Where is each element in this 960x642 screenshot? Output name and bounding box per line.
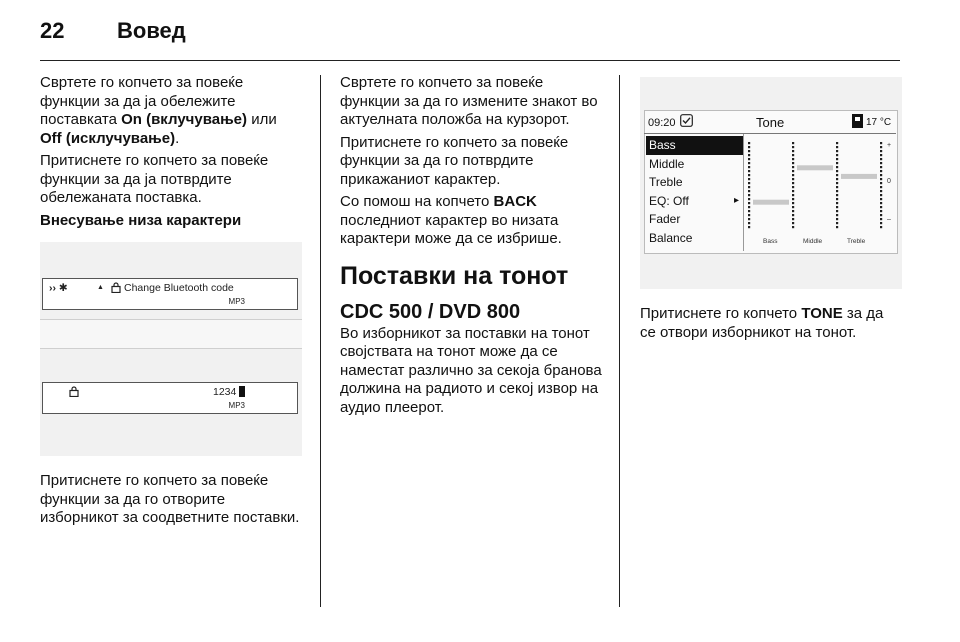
status-bar	[644, 111, 896, 133]
menu-item-fader[interactable]: Fader	[649, 212, 681, 226]
menu-item-bass[interactable]: Bass	[646, 136, 743, 155]
scale-dot	[836, 182, 838, 184]
scale-dot	[748, 142, 750, 144]
scale-dot	[836, 226, 838, 228]
scale-dot	[880, 182, 882, 184]
scale-dot	[748, 162, 750, 164]
scale-dot	[792, 222, 794, 224]
scale-dot	[880, 170, 882, 172]
subheading: Внесување низа карактери	[40, 211, 242, 229]
scale-plus: +	[887, 142, 892, 149]
menu-item-middle[interactable]: Middle	[649, 156, 685, 171]
scale-dot	[836, 222, 838, 224]
page-title: Вовед	[117, 18, 186, 43]
scale-dot	[836, 150, 838, 152]
menu-item-treble[interactable]: Treble	[649, 175, 683, 189]
lock-icon	[69, 386, 79, 400]
scale-dot	[748, 154, 750, 156]
scale-dot	[792, 214, 794, 216]
scale-dot	[880, 178, 882, 180]
column-divider-1	[320, 75, 321, 607]
paragraph: Притиснете го копчето за повеќе функции за да ја потврдите обележаната поставка.	[40, 152, 269, 206]
tone-title: Tone	[756, 115, 785, 130]
scale-dot	[748, 214, 750, 216]
scale-dot	[792, 186, 794, 188]
scale-dot	[880, 174, 882, 176]
scale-dot	[880, 210, 882, 212]
cursor-block-icon	[239, 386, 246, 400]
scale-dot	[748, 202, 750, 204]
scale-dot	[836, 214, 838, 216]
paragraph: Притиснете го копчето за повеќе функции за да го потврдите прикажаниот карактер.	[340, 133, 569, 188]
scale-dot	[748, 170, 750, 172]
scale-dot	[880, 150, 882, 152]
scale-dot	[880, 154, 882, 156]
scale-dot	[836, 190, 838, 192]
scale-dot	[792, 182, 794, 184]
scale-dot	[880, 166, 882, 168]
scale-dot	[792, 190, 794, 192]
scale-dot	[792, 226, 794, 228]
scale-dot	[792, 154, 794, 156]
bluetooth-code-panel	[42, 278, 298, 310]
tone-menu	[646, 136, 743, 247]
scale-dot	[748, 150, 750, 152]
section-title: Поставки на тонот	[340, 261, 569, 290]
scale-dot	[836, 174, 838, 176]
scale-dot	[748, 174, 750, 176]
check-icon	[680, 114, 693, 130]
scale-dot	[748, 178, 750, 180]
scale-dot	[836, 218, 838, 220]
scale-dot	[792, 194, 794, 196]
page-number: 22	[40, 18, 65, 43]
equalizer-graphic	[743, 136, 896, 236]
scale-minus: –	[887, 216, 891, 223]
scale-dot	[792, 210, 794, 212]
scale-dot	[880, 222, 882, 224]
change-code-label: Change Bluetooth code	[124, 282, 234, 294]
scale-dot	[748, 146, 750, 148]
column-3	[640, 305, 902, 346]
scale-dot	[880, 198, 882, 200]
code-entry-panel	[42, 382, 298, 414]
option-off: Off (исклучување)	[40, 129, 176, 147]
scale-dot	[880, 146, 882, 148]
lock-icon	[111, 282, 121, 296]
scale-dot	[836, 202, 838, 204]
column-1	[40, 74, 302, 234]
scale-dot	[836, 166, 838, 168]
scale-dot	[880, 158, 882, 160]
scale-dot	[836, 194, 838, 196]
level-bar-treble	[841, 174, 877, 179]
paragraph: Свртете го копчето за повеќе функции за да ја обележите поставката On (вклучување) или Off (исклучување).	[40, 74, 277, 147]
scale-dot	[748, 194, 750, 196]
scale-dot	[880, 202, 882, 204]
column-2	[340, 74, 605, 421]
option-on: On (вклучување)	[121, 111, 248, 128]
scale-dot	[880, 206, 882, 208]
scale-dot	[836, 186, 838, 188]
header-rule	[40, 60, 900, 61]
scale-dot	[880, 162, 882, 164]
char-entry-figure	[40, 242, 302, 456]
paragraph: Свртете го копчето за повеќе функции за да го измените знакот во актуелната положба на курзорот.	[340, 74, 598, 128]
scale-dot	[748, 190, 750, 192]
scale-dot	[792, 218, 794, 220]
paragraph: Притиснете го копчето TONE за да се отвори изборникот на тонот.	[640, 305, 884, 341]
scale-dot	[880, 214, 882, 216]
scale-dot	[748, 158, 750, 160]
scale-dot	[792, 162, 794, 164]
scale-dot	[880, 142, 882, 144]
temperature: 17 °C	[866, 117, 892, 128]
bar-label-treble: Treble	[847, 238, 866, 245]
scale-dot	[748, 218, 750, 220]
bar-label-bass: Bass	[763, 238, 778, 245]
menu-item-eq[interactable]: EQ: Off ▸	[646, 192, 743, 211]
scale-dot	[836, 210, 838, 212]
code-value: 1234	[213, 386, 237, 398]
scale-dot	[748, 222, 750, 224]
source-label: MP3	[228, 401, 245, 410]
scale-dot	[748, 206, 750, 208]
scale-zero: 0	[887, 178, 891, 185]
paragraph: Притиснете го копчето за повеќе функции за да го отворите изборникот за соодветните поставки.	[40, 472, 300, 526]
level-bar-bass	[753, 200, 789, 205]
scale-dot	[792, 174, 794, 176]
bar-label-middle: Middle	[803, 238, 823, 245]
scale-dot	[792, 206, 794, 208]
scale-dot	[836, 170, 838, 172]
scale-dot	[792, 166, 794, 168]
scale-dot	[792, 150, 794, 152]
bluetooth-icon: ›› ✱	[49, 282, 68, 294]
scale-dot	[748, 182, 750, 184]
clock: 09:20	[648, 117, 676, 129]
scale-dot	[792, 142, 794, 144]
paragraph: Во изборникот за поставки на тонот својствата на тонот може да се наместат различно за секоја бранова должина на радиото и секој извор на аудио плеерот.	[340, 324, 602, 416]
back-key: BACK	[493, 193, 537, 210]
scale-dot	[836, 158, 838, 160]
scale-dot	[836, 178, 838, 180]
scale-dot	[836, 206, 838, 208]
paragraph: Со помош на копчето BACK последниот карактер во низата карактери може да се избрише.	[340, 193, 562, 247]
fuel-icon	[852, 114, 863, 131]
menu-item-balance[interactable]: Balance	[649, 230, 693, 245]
scale-dot	[880, 190, 882, 192]
scale-dot	[748, 166, 750, 168]
column-1-bottom	[40, 472, 302, 532]
level-bar-middle	[797, 165, 833, 170]
scale-dot	[880, 186, 882, 188]
scale-dot	[792, 198, 794, 200]
source-label: MP3	[228, 297, 245, 306]
scale-dot	[836, 154, 838, 156]
right-arrow-icon: ▸	[733, 194, 739, 206]
scale-dot	[792, 202, 794, 204]
scale-dot	[880, 218, 882, 220]
sub-section-title: CDC 500 / DVD 800	[340, 300, 521, 323]
scale-dot	[792, 146, 794, 148]
scale-dot	[880, 226, 882, 228]
scale-dot	[792, 178, 794, 180]
scale-dot	[748, 186, 750, 188]
up-arrow-icon: ▲	[97, 284, 104, 291]
scale-dot	[748, 198, 750, 200]
scale-dot	[792, 158, 794, 160]
column-divider-2	[619, 75, 620, 607]
scale-dot	[836, 146, 838, 148]
tone-key: TONE	[801, 305, 843, 322]
scale-dot	[748, 210, 750, 212]
scale-dot	[836, 142, 838, 144]
tone-figure	[640, 77, 902, 289]
equalizer-bars	[743, 136, 896, 251]
scale-dot	[748, 226, 750, 228]
scale-dot	[880, 194, 882, 196]
scale-dot	[836, 198, 838, 200]
scale-dot	[836, 162, 838, 164]
scale-dot	[792, 170, 794, 172]
